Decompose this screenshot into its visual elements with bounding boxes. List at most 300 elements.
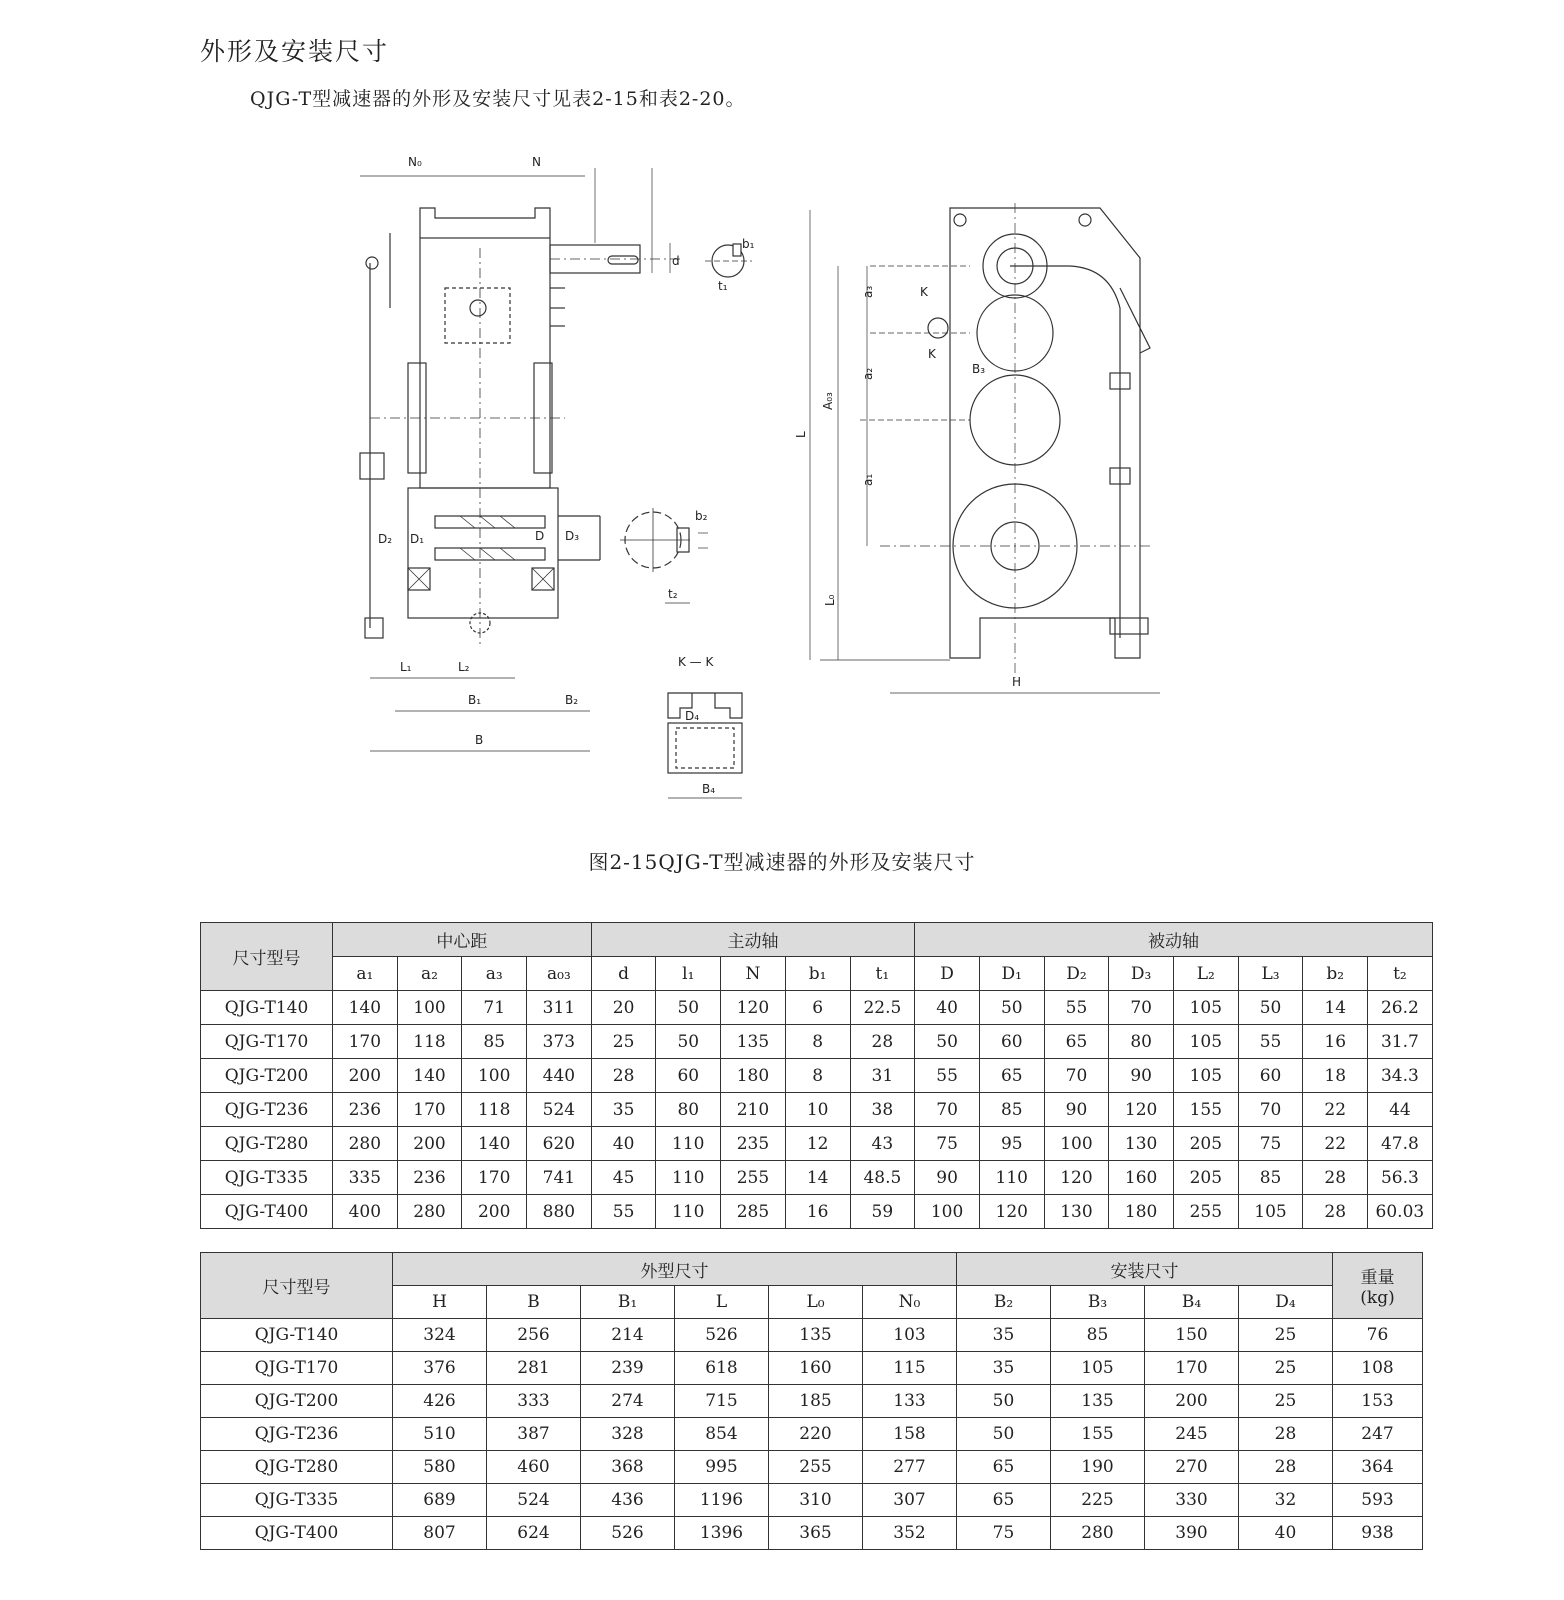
label-t1: t₁ [718,279,728,293]
value-cell: 71 [462,991,527,1025]
value-cell: 80 [1109,1025,1174,1059]
column-header: B₁ [581,1286,675,1319]
value-cell: 59 [850,1195,915,1229]
value-cell: 400 [333,1195,398,1229]
front-view [360,155,755,798]
value-cell: 8 [785,1059,850,1093]
value-cell: 140 [462,1127,527,1161]
value-cell: 110 [656,1161,721,1195]
value-cell: 1196 [675,1484,769,1517]
value-cell: 239 [581,1352,675,1385]
value-cell: 103 [863,1319,957,1352]
table-row [201,1319,1423,1352]
table-row [201,1093,1433,1127]
label-b2: b₂ [695,509,708,523]
value-cell: 105 [1173,1059,1238,1093]
value-cell: 38 [850,1093,915,1127]
value-cell: 40 [591,1127,656,1161]
value-cell: 180 [721,1059,786,1093]
value-cell: 274 [581,1385,675,1418]
group-header-drive-shaft: 主动轴 [591,923,914,957]
value-cell: 236 [333,1093,398,1127]
table-row [201,1484,1423,1517]
value-cell: 6 [785,991,850,1025]
label-L1: L₁ [400,660,412,674]
label-L: L [794,431,808,438]
value-cell: 105 [1173,991,1238,1025]
value-cell: 25 [591,1025,656,1059]
value-cell: 75 [915,1127,980,1161]
value-cell: 55 [591,1195,656,1229]
value-cell: 85 [462,1025,527,1059]
label-K1: K [920,285,928,299]
label-A03: A₀₃ [821,392,835,410]
label-D3: D₃ [565,529,580,543]
value-cell: 100 [397,991,462,1025]
label-D4: D₄ [685,709,700,723]
value-cell: 60 [979,1025,1044,1059]
value-cell: 28 [1303,1195,1368,1229]
value-cell: 140 [333,991,398,1025]
column-header: D₂ [1044,957,1109,991]
column-header: N₀ [863,1286,957,1319]
value-cell: 44 [1368,1093,1433,1127]
value-cell: 35 [591,1093,656,1127]
value-cell: 426 [393,1385,487,1418]
column-header: D₁ [979,957,1044,991]
value-cell: 158 [863,1418,957,1451]
value-cell: 200 [462,1195,527,1229]
value-cell: 807 [393,1517,487,1550]
value-cell: 155 [1173,1093,1238,1127]
value-cell: 115 [863,1352,957,1385]
value-cell: 22 [1303,1127,1368,1161]
value-cell: 108 [1333,1352,1423,1385]
label-N: N [532,155,541,169]
value-cell: 387 [487,1418,581,1451]
value-cell: 333 [487,1385,581,1418]
value-cell: 90 [915,1161,980,1195]
value-cell: 160 [1109,1161,1174,1195]
model-cell: QJG-T280 [201,1127,333,1161]
column-header: a₁ [333,957,398,991]
value-cell: 28 [1239,1418,1333,1451]
value-cell: 85 [1238,1161,1303,1195]
label-t2: t₂ [668,587,678,601]
column-header: b₁ [785,957,850,991]
value-cell: 16 [1303,1025,1368,1059]
table-row [201,1127,1433,1161]
weight-header-label: 重量 [1360,1268,1395,1288]
column-header: B₄ [1145,1286,1239,1319]
model-cell: QJG-T280 [201,1451,393,1484]
value-cell: 16 [785,1195,850,1229]
value-cell: 247 [1333,1418,1423,1451]
group-header-driven-shaft: 被动轴 [915,923,1433,957]
label-N0: N₀ [408,155,422,169]
value-cell: 436 [581,1484,675,1517]
label-H: H [1012,675,1022,689]
value-cell: 100 [1044,1127,1109,1161]
value-cell: 47.8 [1368,1127,1433,1161]
value-cell: 130 [1044,1195,1109,1229]
value-cell: 225 [1051,1484,1145,1517]
value-cell: 100 [462,1059,527,1093]
group-header-installation: 安装尺寸 [957,1253,1333,1286]
value-cell: 593 [1333,1484,1423,1517]
value-cell: 330 [1145,1484,1239,1517]
value-cell: 311 [527,991,592,1025]
value-cell: 150 [1145,1319,1239,1352]
table-row [201,1161,1433,1195]
value-cell: 14 [785,1161,850,1195]
value-cell: 365 [769,1517,863,1550]
value-cell: 135 [1051,1385,1145,1418]
value-cell: 25 [1239,1319,1333,1352]
column-header: d [591,957,656,991]
value-cell: 352 [863,1517,957,1550]
value-cell: 50 [1238,991,1303,1025]
value-cell: 60.03 [1368,1195,1433,1229]
value-cell: 135 [721,1025,786,1059]
column-header: t₂ [1368,957,1433,991]
value-cell: 85 [1051,1319,1145,1352]
model-cell: QJG-T400 [201,1195,333,1229]
column-header: l₁ [656,957,721,991]
value-cell: 373 [527,1025,592,1059]
value-cell: 210 [721,1093,786,1127]
model-cell: QJG-T140 [201,1319,393,1352]
model-cell: QJG-T335 [201,1484,393,1517]
value-cell: 155 [1051,1418,1145,1451]
value-cell: 741 [527,1161,592,1195]
value-cell: 170 [462,1161,527,1195]
table-row [201,1517,1423,1550]
value-cell: 43 [850,1127,915,1161]
value-cell: 880 [527,1195,592,1229]
figure-caption: 图2-15QJG-T型减速器的外形及安装尺寸 [588,850,976,874]
value-cell: 95 [979,1127,1044,1161]
value-cell: 110 [979,1161,1044,1195]
label-B3: B₃ [972,362,986,376]
value-cell: 12 [785,1127,850,1161]
outline-installation-table [200,1252,1423,1550]
column-header: a₂ [397,957,462,991]
value-cell: 120 [1044,1161,1109,1195]
label-K2: K [928,347,936,361]
model-cell: QJG-T200 [201,1059,333,1093]
value-cell: 48.5 [850,1161,915,1195]
value-cell: 200 [333,1059,398,1093]
value-cell: 118 [397,1025,462,1059]
column-header: a₀₃ [527,957,592,991]
value-cell: 45 [591,1161,656,1195]
label-KK: K — K [678,655,714,669]
value-cell: 526 [581,1517,675,1550]
value-cell: 281 [487,1352,581,1385]
value-cell: 110 [656,1195,721,1229]
column-header: L₀ [769,1286,863,1319]
value-cell: 76 [1333,1319,1423,1352]
value-cell: 50 [957,1418,1051,1451]
table-row [201,991,1433,1025]
value-cell: 153 [1333,1385,1423,1418]
value-cell: 376 [393,1352,487,1385]
label-a3: a₃ [861,285,875,298]
value-cell: 60 [656,1059,721,1093]
column-header: B₂ [957,1286,1051,1319]
table-row [201,1385,1423,1418]
value-cell: 8 [785,1025,850,1059]
value-cell: 460 [487,1451,581,1484]
value-cell: 689 [393,1484,487,1517]
label-B4: B₄ [702,782,716,796]
column-header: L₂ [1173,957,1238,991]
value-cell: 65 [979,1059,1044,1093]
value-cell: 80 [656,1093,721,1127]
value-cell: 56.3 [1368,1161,1433,1195]
value-cell: 270 [1145,1451,1239,1484]
column-header: L [675,1286,769,1319]
value-cell: 50 [656,1025,721,1059]
value-cell: 35 [957,1352,1051,1385]
shaft-dimensions-table [200,922,1433,1229]
value-cell: 105 [1051,1352,1145,1385]
value-cell: 390 [1145,1517,1239,1550]
column-header: t₁ [850,957,915,991]
row-header-cell: 尺寸型号 [201,1253,393,1319]
value-cell: 618 [675,1352,769,1385]
label-L0: L₀ [823,594,837,606]
value-cell: 50 [915,1025,980,1059]
value-cell: 170 [333,1025,398,1059]
value-cell: 14 [1303,991,1368,1025]
value-cell: 235 [721,1127,786,1161]
value-cell: 140 [397,1059,462,1093]
label-d: d [672,254,680,268]
value-cell: 90 [1044,1093,1109,1127]
table-row [201,1418,1423,1451]
value-cell: 50 [957,1385,1051,1418]
value-cell: 85 [979,1093,1044,1127]
value-cell: 28 [850,1025,915,1059]
value-cell: 10 [785,1093,850,1127]
value-cell: 120 [1109,1093,1174,1127]
label-a2: a₂ [861,367,875,380]
label-a1: a₁ [861,473,875,486]
table-row [201,1195,1433,1229]
value-cell: 205 [1173,1127,1238,1161]
value-cell: 440 [527,1059,592,1093]
value-cell: 70 [915,1093,980,1127]
value-cell: 28 [591,1059,656,1093]
value-cell: 324 [393,1319,487,1352]
model-cell: QJG-T170 [201,1352,393,1385]
value-cell: 55 [1044,991,1109,1025]
value-cell: 105 [1173,1025,1238,1059]
value-cell: 277 [863,1451,957,1484]
value-cell: 170 [1145,1352,1239,1385]
value-cell: 310 [769,1484,863,1517]
value-cell: 364 [1333,1451,1423,1484]
value-cell: 110 [656,1127,721,1161]
model-cell: QJG-T335 [201,1161,333,1195]
value-cell: 50 [656,991,721,1025]
value-cell: 307 [863,1484,957,1517]
value-cell: 220 [769,1418,863,1451]
label-B1: B₁ [468,693,482,707]
column-header: D₃ [1109,957,1174,991]
column-header: a₃ [462,957,527,991]
value-cell: 160 [769,1352,863,1385]
column-header: N [721,957,786,991]
value-cell: 65 [1044,1025,1109,1059]
value-cell: 185 [769,1385,863,1418]
value-cell: 510 [393,1418,487,1451]
value-cell: 200 [397,1127,462,1161]
value-cell: 200 [1145,1385,1239,1418]
value-cell: 170 [397,1093,462,1127]
value-cell: 715 [675,1385,769,1418]
value-cell: 245 [1145,1418,1239,1451]
column-header: D₄ [1239,1286,1333,1319]
table-group-header-row [201,923,1433,957]
value-cell: 280 [333,1127,398,1161]
value-cell: 60 [1238,1059,1303,1093]
model-cell: QJG-T236 [201,1418,393,1451]
value-cell: 65 [957,1484,1051,1517]
model-cell: QJG-T400 [201,1517,393,1550]
value-cell: 32 [1239,1484,1333,1517]
value-cell: 105 [1238,1195,1303,1229]
label-b1: b₁ [742,237,755,251]
value-cell: 205 [1173,1161,1238,1195]
value-cell: 75 [1238,1127,1303,1161]
column-header: B [487,1286,581,1319]
column-header: D [915,957,980,991]
value-cell: 328 [581,1418,675,1451]
value-cell: 120 [721,991,786,1025]
model-cell: QJG-T170 [201,1025,333,1059]
value-cell: 31.7 [1368,1025,1433,1059]
column-header: L₃ [1238,957,1303,991]
label-B2: B₂ [565,693,579,707]
value-cell: 65 [957,1451,1051,1484]
value-cell: 34.3 [1368,1059,1433,1093]
value-cell: 20 [591,991,656,1025]
reducer-drawing [350,148,1220,828]
table-row [201,1352,1423,1385]
value-cell: 28 [1303,1161,1368,1195]
table-row [201,1451,1423,1484]
row-header-cell: 尺寸型号 [201,923,333,991]
model-cell: QJG-T236 [201,1093,333,1127]
label-L2: L₂ [458,660,470,674]
group-header-center-distance: 中心距 [333,923,592,957]
label-B: B [475,733,484,747]
value-cell: 70 [1044,1059,1109,1093]
value-cell: 70 [1109,991,1174,1025]
value-cell: 118 [462,1093,527,1127]
value-cell: 18 [1303,1059,1368,1093]
table-row [201,1025,1433,1059]
value-cell: 133 [863,1385,957,1418]
value-cell: 938 [1333,1517,1423,1550]
value-cell: 50 [979,991,1044,1025]
label-D1: D₁ [410,532,425,546]
value-cell: 40 [1239,1517,1333,1550]
value-cell: 214 [581,1319,675,1352]
value-cell: 995 [675,1451,769,1484]
value-cell: 90 [1109,1059,1174,1093]
value-cell: 255 [1173,1195,1238,1229]
value-cell: 35 [957,1319,1051,1352]
group-header-outline: 外型尺寸 [393,1253,957,1286]
value-cell: 236 [397,1161,462,1195]
value-cell: 22.5 [850,991,915,1025]
value-cell: 280 [397,1195,462,1229]
value-cell: 31 [850,1059,915,1093]
value-cell: 255 [769,1451,863,1484]
value-cell: 255 [721,1161,786,1195]
model-cell: QJG-T140 [201,991,333,1025]
label-D2: D₂ [378,532,393,546]
value-cell: 368 [581,1451,675,1484]
section-heading: 外形及安装尺寸 [200,37,390,66]
weight-header [1333,1253,1423,1319]
value-cell: 180 [1109,1195,1174,1229]
value-cell: 55 [1238,1025,1303,1059]
value-cell: 40 [915,991,980,1025]
value-cell: 285 [721,1195,786,1229]
value-cell: 75 [957,1517,1051,1550]
value-cell: 25 [1239,1352,1333,1385]
column-header: H [393,1286,487,1319]
value-cell: 524 [527,1093,592,1127]
value-cell: 620 [527,1127,592,1161]
side-view [794,203,1160,693]
value-cell: 256 [487,1319,581,1352]
value-cell: 580 [393,1451,487,1484]
value-cell: 1396 [675,1517,769,1550]
column-header: b₂ [1303,957,1368,991]
table-row [201,1059,1433,1093]
value-cell: 26.2 [1368,991,1433,1025]
value-cell: 100 [915,1195,980,1229]
value-cell: 22 [1303,1093,1368,1127]
value-cell: 130 [1109,1127,1174,1161]
model-cell: QJG-T200 [201,1385,393,1418]
value-cell: 624 [487,1517,581,1550]
value-cell: 70 [1238,1093,1303,1127]
table-group-header-row [201,1253,1423,1286]
column-header: B₃ [1051,1286,1145,1319]
label-D: D [535,529,545,543]
weight-header-unit: (kg) [1360,1288,1395,1308]
value-cell: 335 [333,1161,398,1195]
value-cell: 524 [487,1484,581,1517]
value-cell: 190 [1051,1451,1145,1484]
table-column-header-row [201,957,1433,991]
value-cell: 55 [915,1059,980,1093]
value-cell: 120 [979,1195,1044,1229]
value-cell: 28 [1239,1451,1333,1484]
value-cell: 135 [769,1319,863,1352]
intro-text: QJG-T型减速器的外形及安装尺寸见表2-15和表2-20。 [250,88,746,110]
value-cell: 526 [675,1319,769,1352]
value-cell: 854 [675,1418,769,1451]
value-cell: 280 [1051,1517,1145,1550]
